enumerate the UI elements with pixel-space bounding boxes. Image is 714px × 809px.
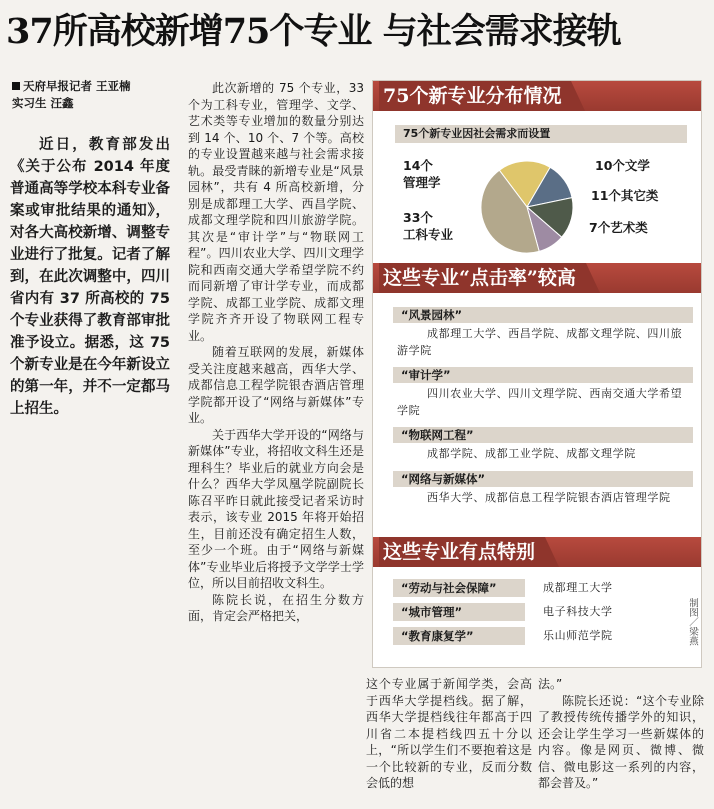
pie-label-yishu: 7个艺术类 xyxy=(589,220,648,235)
special-school: 成都理工大学 xyxy=(543,581,613,594)
major-name: “审计学” xyxy=(393,367,693,383)
graphic-credit: 制图／梁燕 xyxy=(687,598,698,646)
special-row xyxy=(393,627,693,645)
byline-reporter: 天府早报记者 王亚楠 xyxy=(23,79,131,93)
special-school: 电子科技大学 xyxy=(543,605,613,618)
body-paragraph: 这个专业属于新闻学类，会高于西华大学提档线。据了解，西华大学提档线往年都高于四川省二本提档线四五十分以上，“所以学生们不要抱着这是一个比较新的专业，反而分数会低的想 xyxy=(366,677,532,790)
byline xyxy=(12,78,172,112)
major-name: “物联网工程” xyxy=(393,427,693,443)
pie-label-qita: 11个其它类 xyxy=(591,188,659,203)
section-title-popular: 这些专业“点击率”较高 xyxy=(379,263,586,293)
major-name: “网络与新媒体” xyxy=(393,471,693,487)
article-column-4 xyxy=(538,676,704,792)
byline-intern: 实习生 汪鑫 xyxy=(12,96,74,110)
section-title-distribution: 75个新专业分布情况 xyxy=(379,81,571,111)
special-row xyxy=(393,603,693,621)
sidebar-infographic xyxy=(372,80,702,668)
pie-label-gongke: 33个 工科专业 xyxy=(403,210,454,242)
major-schools: 四川农业大学、四川文理学院、西南交通大学希望学院 xyxy=(397,387,683,417)
headline: 37所高校新增75个专业 与社会需求接轨 xyxy=(6,11,621,52)
article-column-3 xyxy=(366,676,532,792)
special-school: 乐山师范学院 xyxy=(543,629,613,642)
pie-label-guanli: 14个 管理学 xyxy=(403,158,441,190)
body-paragraph: 陈院长还说：“这个专业除了教授传统传播学外的知识，还会让学生学习一些新媒体的内容。像是网页、微博、微信、微电影这一系列的内容，都会普及。” xyxy=(538,693,704,790)
special-name: “教育康复学” xyxy=(393,627,525,645)
special-name: “城市管理” xyxy=(393,603,525,621)
section-title-special: 这些专业有点特别 xyxy=(379,537,545,567)
major-name: “风景园林” xyxy=(393,307,693,323)
pie-label-wenxue: 10个文学 xyxy=(595,158,650,173)
body-paragraph: 法。” xyxy=(538,677,563,691)
special-row xyxy=(393,579,693,597)
body-paragraph: 陈院长说，在招生分数方面，肯定会严格把关， xyxy=(188,592,364,623)
special-name: “劳动与社会保障” xyxy=(393,579,525,597)
major-schools: 西华大学、成都信息工程学院银杏酒店管理学院 xyxy=(427,491,671,504)
square-bullet-icon xyxy=(12,82,20,90)
body-paragraph: 关于西华大学开设的“网络与新媒体”专业，将招收文科生还是理科生？毕业后的就业方向会是什么？西华大学凤凰学院副院长陈召平昨日就此接受记者采访时表示，该专业 2015 年将开始招生，目前还没有确定招生人数，至少一个班。由于“网络与新媒体”专业毕业后将授予文学学士学位，所以目前招收文科生。 xyxy=(188,427,364,590)
section-bar-special xyxy=(373,537,701,567)
major-schools: 成都学院、成都工业学院、成都文理学院 xyxy=(427,447,636,460)
lead-paragraph: 近日，教育部发出《关于公布 2014 年度普通高等学校本科专业备案或审批结果的通知》，对各大高校新增、调整专业进行了批复。记者了解到，在此次调整中，四川省内有 37 所高校的 75 个专业获得了教育部审批准予设立。据悉，这 75 个新专业是在今年新设立的第一年，并不一定都马上招生。 xyxy=(10,137,170,417)
body-paragraph: 随着互联网的发展，新媒体受关注度越来越高，西华大学、成都信息工程学院银杏酒店管理学院都开设了“网络与新媒体”专业。 xyxy=(188,345,364,425)
article-column-2 xyxy=(188,80,364,625)
body-paragraph: 此次新增的 75 个专业，33 个为工科专业，管理学、文学、艺术类等专业增加的数量分别达到 14 个、10 个、7 个等。高校的专业设置越来越与社会需求接轨。最受青睐的新增专业是“风景园林”，共有 4 所高校新增，分别是成都理工大学、西昌学院、成都文理学院和四川旅游学院。其次是“审计学”与“物联网工程”。四川农业大学、四川文理学院和西南交通大学希望学院不约而同新增了审计学专业，而成都学院、成都工业学院、成都文理学院齐齐开设了物联网工程专业。 xyxy=(188,81,364,343)
major-schools: 成都理工大学、西昌学院、成都文理学院、四川旅游学院 xyxy=(397,327,683,357)
chart-subtitle: 75个新专业因社会需求而设置 xyxy=(395,125,687,143)
section-bar-popular xyxy=(373,263,701,293)
